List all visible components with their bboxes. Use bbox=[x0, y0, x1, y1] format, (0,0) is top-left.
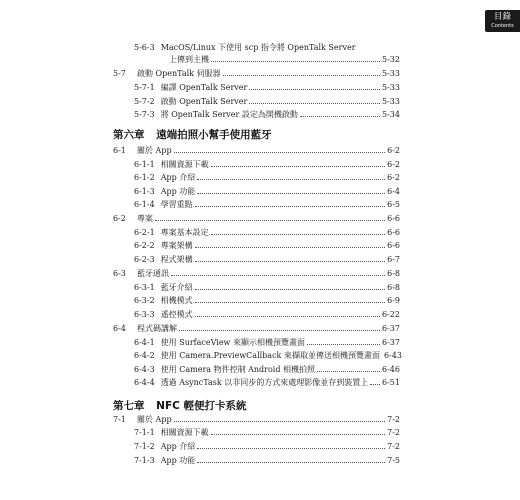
toc-entry-title: 使用 SurfaceView 來顯示相機預覽畫面 bbox=[160, 338, 305, 347]
leader-dots bbox=[197, 462, 385, 463]
toc-entry-number: 5-7-1 bbox=[134, 83, 155, 92]
toc-entry-page: 5-33 bbox=[382, 97, 400, 106]
toc-entry[interactable] bbox=[134, 109, 400, 120]
toc-entry-number: 6-4-4 bbox=[134, 378, 155, 387]
toc-entry-number: 5-7 bbox=[113, 69, 126, 78]
toc-entry-title: 程式架構 bbox=[160, 255, 193, 264]
toc-entry-title: 藍牙介紹 bbox=[160, 283, 193, 292]
toc-entry-number: 5-7-3 bbox=[134, 110, 155, 119]
toc-entry-page: 6-37 bbox=[382, 324, 400, 333]
toc-entry[interactable] bbox=[134, 172, 400, 183]
leader-dots bbox=[197, 448, 385, 449]
leader-dots bbox=[195, 206, 385, 207]
toc-entry-title: App 功能 bbox=[160, 187, 196, 196]
toc-entry-page: 5-33 bbox=[382, 69, 400, 78]
toc-entry-number: 6-2 bbox=[113, 214, 126, 223]
chapter-heading bbox=[113, 127, 272, 142]
leader-dots bbox=[211, 166, 385, 167]
toc-entry-page: 6-37 bbox=[382, 338, 400, 347]
toc-entry[interactable] bbox=[113, 68, 400, 79]
contents-tab-label: 目錄 bbox=[493, 12, 511, 22]
toc-entry-title: 編譯 OpenTalk Server bbox=[160, 83, 248, 92]
toc-entry-title: 使用 Camera.PreviewCallback 來擷取並傳送相機預覽畫面 bbox=[160, 351, 380, 360]
toc-entry-title: 相機模式 bbox=[160, 296, 193, 305]
toc-entry[interactable] bbox=[134, 96, 400, 107]
leader-dots bbox=[211, 61, 380, 62]
toc-entry-title: 遙控模式 bbox=[160, 310, 193, 319]
chapter-title: NFC 輕便打卡系統 bbox=[156, 400, 247, 412]
leader-dots bbox=[171, 275, 385, 276]
toc-entry[interactable] bbox=[134, 159, 400, 170]
leader-dots bbox=[195, 302, 385, 303]
leader-dots bbox=[223, 75, 380, 76]
toc-entry[interactable] bbox=[134, 350, 400, 361]
leader-dots bbox=[155, 220, 385, 221]
toc-entry-number: 6-3 bbox=[113, 269, 126, 278]
toc-entry-page: 6-46 bbox=[382, 365, 400, 374]
chapter-title: 遠端拍照小幫手使用藍牙 bbox=[156, 129, 272, 141]
leader-dots bbox=[307, 344, 380, 345]
toc-entry-title: 相關資源下載 bbox=[160, 160, 209, 169]
toc-entry-title: App 介紹 bbox=[160, 442, 196, 451]
toc-entry-page: 5-34 bbox=[382, 110, 400, 119]
toc-entry-page: 6-9 bbox=[387, 296, 400, 305]
toc-entry-number: 7-1-3 bbox=[134, 456, 155, 465]
toc-entry[interactable] bbox=[134, 186, 400, 197]
toc-entry-page: 6-6 bbox=[387, 241, 400, 250]
toc-entry-title: 藍牙通訊 bbox=[137, 269, 169, 278]
toc-entry-continuation[interactable] bbox=[169, 54, 400, 65]
toc-entry-title: 關於 App bbox=[137, 415, 172, 424]
toc-entry-title: 程式碼講解 bbox=[137, 324, 177, 333]
toc-entry-title: App 功能 bbox=[160, 456, 196, 465]
toc-entry[interactable] bbox=[134, 240, 400, 251]
toc-entry-title: 透過 AsyncTask 以非同步的方式來處理影像並存到裝置上 bbox=[160, 378, 369, 387]
toc-entry[interactable] bbox=[134, 364, 400, 375]
toc-entry-title: 將 OpenTalk Server 設定為開機啟動 bbox=[160, 110, 298, 119]
leader-dots bbox=[211, 234, 385, 235]
toc-entry-page: 6-51 bbox=[382, 378, 400, 387]
toc-entry[interactable] bbox=[134, 199, 400, 210]
toc-entry-number: 7-1 bbox=[113, 415, 126, 424]
toc-entry-number: 6-2-2 bbox=[134, 241, 155, 250]
toc-entry[interactable] bbox=[113, 323, 400, 334]
leader-dots bbox=[300, 116, 380, 117]
toc-entry-number: 6-3-1 bbox=[134, 283, 155, 292]
toc-entry-number: 5-7-2 bbox=[134, 97, 155, 106]
toc-entry-title: 啟動 OpenTalk 伺服器 bbox=[137, 69, 221, 78]
toc-entry-page: 7-5 bbox=[387, 456, 400, 465]
toc-entry[interactable] bbox=[113, 414, 400, 425]
toc-entry-page: 6-6 bbox=[387, 214, 400, 223]
toc-entry[interactable] bbox=[134, 455, 400, 466]
toc-entry[interactable] bbox=[134, 309, 400, 320]
toc-entry-page: 6-6 bbox=[387, 228, 400, 237]
toc-entry-title: MacOS/Linux 下使用 scp 指令將 OpenTalk Server bbox=[160, 43, 356, 52]
toc-entry-number: 6-1-1 bbox=[134, 160, 155, 169]
toc-entry-page: 5-33 bbox=[382, 83, 400, 92]
leader-dots bbox=[195, 289, 385, 290]
toc-entry-number: 6-2-3 bbox=[134, 255, 155, 264]
leader-dots bbox=[249, 103, 380, 104]
toc-entry-title: 專案基本設定 bbox=[160, 228, 209, 237]
leader-dots bbox=[179, 330, 380, 331]
toc-entry-number: 7-1-1 bbox=[134, 428, 155, 437]
toc-entry-page: 6-2 bbox=[387, 173, 400, 182]
toc-entry-page: 6-8 bbox=[387, 283, 400, 292]
toc-entry-number: 6-1-3 bbox=[134, 187, 155, 196]
toc-entry[interactable] bbox=[134, 427, 400, 438]
toc-entry-number: 7-1-2 bbox=[134, 442, 155, 451]
toc-entry-title: App 介紹 bbox=[160, 173, 196, 182]
toc-entry-title: 使用 Camera 物件控制 Android 相機拍照 bbox=[160, 365, 316, 374]
toc-entry-page: 6-4 bbox=[387, 187, 400, 196]
toc-entry-title: 專案架構 bbox=[160, 241, 193, 250]
contents-tab-sublabel: Contents bbox=[491, 23, 514, 29]
toc-entry-number: 6-1 bbox=[113, 146, 126, 155]
toc-entry-number: 6-1-2 bbox=[134, 173, 155, 182]
leader-dots bbox=[197, 193, 385, 194]
leader-dots bbox=[249, 89, 380, 90]
toc-entry-title: 專案 bbox=[137, 214, 153, 223]
toc-entry-title: 學習重點 bbox=[160, 200, 193, 209]
toc-entry[interactable] bbox=[134, 227, 400, 238]
toc-entry[interactable] bbox=[134, 82, 400, 93]
toc-entry[interactable] bbox=[134, 441, 400, 452]
toc-entry-number: 6-4-1 bbox=[134, 338, 155, 347]
toc-entry[interactable] bbox=[113, 213, 400, 224]
leader-dots bbox=[370, 384, 380, 385]
leader-dots bbox=[197, 179, 385, 180]
toc-entry-page: 6-22 bbox=[382, 310, 400, 319]
toc-entry[interactable] bbox=[134, 337, 400, 348]
contents-tab[interactable] bbox=[485, 10, 520, 32]
toc-entry-number: 6-4 bbox=[113, 324, 126, 333]
toc-entry-page: 5-32 bbox=[382, 55, 400, 64]
chapter-label: 第七章 bbox=[113, 400, 145, 412]
toc-entry[interactable] bbox=[113, 145, 400, 156]
toc-entry[interactable] bbox=[113, 268, 400, 279]
toc-entry-number: 6-4-3 bbox=[134, 365, 155, 374]
toc-entry-page: 6-2 bbox=[387, 146, 400, 155]
toc-entry-page: 6-7 bbox=[387, 255, 400, 264]
chapter-label: 第六章 bbox=[113, 129, 145, 141]
leader-dots bbox=[195, 261, 385, 262]
toc-entry-page: 6-2 bbox=[387, 160, 400, 169]
toc-entry-page: 7-2 bbox=[387, 415, 400, 424]
toc-entry[interactable] bbox=[134, 377, 400, 388]
toc-entry[interactable] bbox=[134, 42, 386, 53]
leader-dots bbox=[211, 434, 385, 435]
toc-entry-page: 6-8 bbox=[387, 269, 400, 278]
toc-entry-title: 關於 App bbox=[137, 146, 172, 155]
leader-dots bbox=[174, 152, 386, 153]
toc-entry-number: 5-6-3 bbox=[134, 43, 155, 52]
toc-entry[interactable] bbox=[134, 254, 400, 265]
toc-entry-title: 啟動 OpenTalk Server bbox=[160, 97, 248, 106]
toc-entry-number: 6-4-2 bbox=[134, 351, 155, 360]
toc-entry-number: 6-1-4 bbox=[134, 200, 155, 209]
toc-entry[interactable] bbox=[134, 295, 400, 306]
leader-dots bbox=[195, 247, 385, 248]
toc-entry-page: 6-5 bbox=[387, 200, 400, 209]
toc-entry-page: 7-2 bbox=[387, 428, 400, 437]
toc-entry-number: 6-3-2 bbox=[134, 296, 155, 305]
toc-entry[interactable] bbox=[134, 282, 400, 293]
chapter-heading bbox=[113, 398, 246, 413]
toc-entry-number: 6-2-1 bbox=[134, 228, 155, 237]
toc-entry-page: 7-2 bbox=[387, 442, 400, 451]
toc-entry-number: 6-3-3 bbox=[134, 310, 155, 319]
toc-entry-page: 6-43 bbox=[383, 351, 402, 360]
leader-dots bbox=[174, 421, 386, 422]
leader-dots bbox=[195, 316, 380, 317]
leader-dots bbox=[317, 371, 380, 372]
toc-entry-title: 相關資源下載 bbox=[160, 428, 209, 437]
toc-entry-title-cont: 上傳到主機 bbox=[169, 55, 209, 64]
